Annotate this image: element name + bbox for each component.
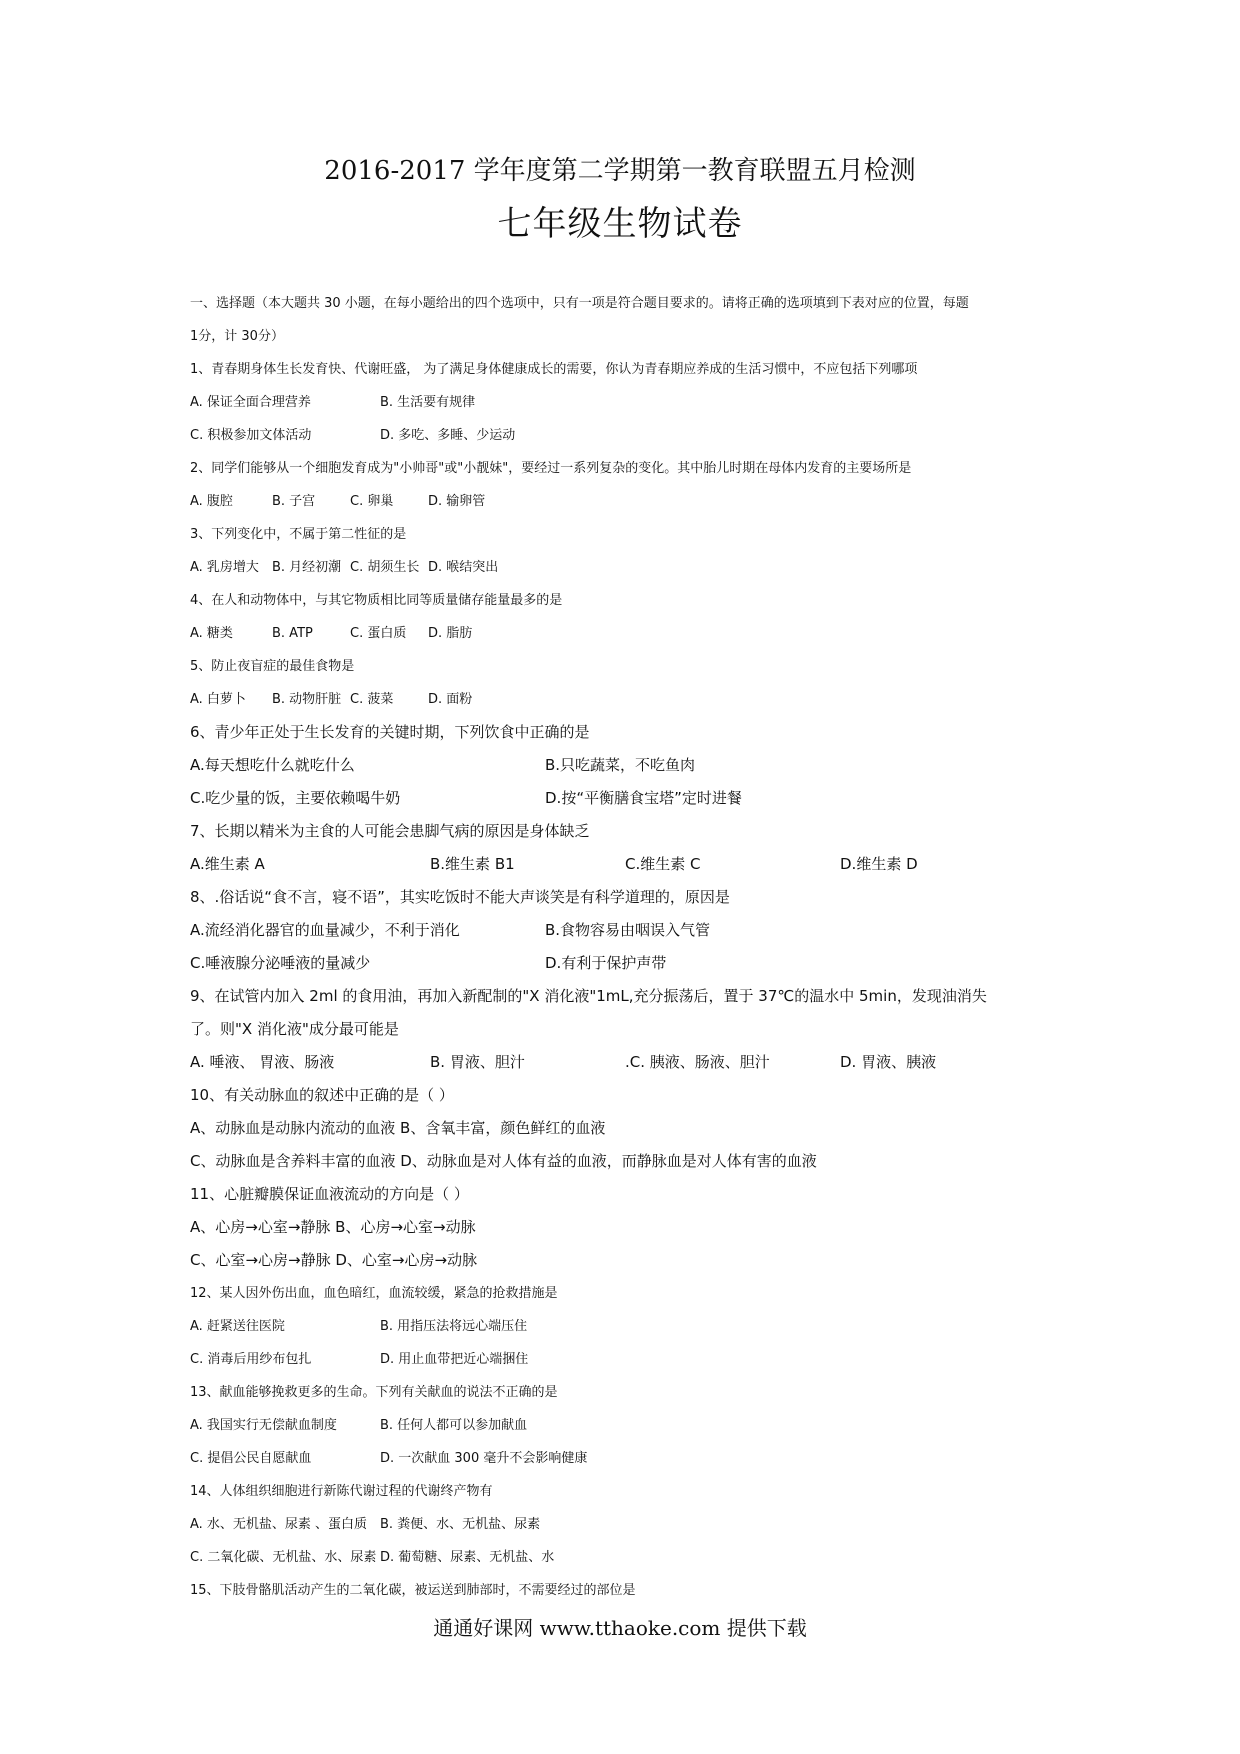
answer-option: A. 白萝卜: [190, 692, 246, 707]
answer-option: C. 积极参加文体活动: [190, 428, 312, 443]
answer-option: B. 用指压法将远心端压住: [380, 1319, 528, 1334]
question-text: 1、青春期身体生长发育快、代谢旺盛， 为了满足身体健康成长的需要，你认为青春期应养成的生活习惯中，不应包括下列哪项: [190, 362, 918, 377]
answer-option: C. 二氧化碳、无机盐、水、尿素: [190, 1550, 377, 1565]
answer-option: B. 动物肝脏: [272, 692, 342, 707]
answer-options: [190, 749, 1070, 782]
answer-option: B. 子宫: [272, 494, 316, 509]
answer-options: [190, 551, 1070, 584]
question-text: 15、下肢骨骼肌活动产生的二氧化碳，被运送到肺部时，不需要经过的部位是: [190, 1583, 636, 1598]
answer-option: B. 粪便、水、无机盐、尿素: [380, 1517, 541, 1532]
answer-option: D. 用止血带把近心端捆住: [380, 1352, 529, 1367]
answer-option: A. 糖类: [190, 626, 233, 641]
question-text: 了。则"X 消化液"成分最可能是: [190, 1020, 399, 1038]
answer-option: A. 保证全面合理营养: [190, 395, 311, 410]
question-text: C、心室→心房→静脉 D、心室→心房→动脉: [190, 1251, 478, 1269]
answer-option: D. 多吃、多睡、少运动: [380, 428, 516, 443]
answer-options: [190, 914, 1070, 947]
answer-options: [190, 419, 1070, 452]
answer-option: A. 我国实行无偿献血制度: [190, 1418, 337, 1433]
question-text: 9、在试管内加入 2ml 的食用油，再加入新配制的"X 消化液"1mL,充分振荡后，置于 37℃的温水中 5min，发现油消失: [190, 987, 987, 1005]
answer-option: D. 一次献血 300 毫升不会影响健康: [380, 1451, 588, 1466]
question-text: 5、防止夜盲症的最佳食物是: [190, 659, 355, 674]
answer-option: A.维生素 A: [190, 855, 265, 873]
answer-option: B.维生素 B1: [430, 855, 515, 873]
answer-option: C.唾液腺分泌唾液的量减少: [190, 954, 371, 972]
answer-option: A. 腹腔: [190, 494, 233, 509]
answer-option: B. 生活要有规律: [380, 395, 476, 410]
answer-options: [190, 1541, 1070, 1574]
question-text: C、动脉血是含养料丰富的血液 D、动脉血是对人体有益的血液，而静脉血是对人体有害的血液: [190, 1152, 817, 1170]
answer-option: C. 蛋白质: [350, 626, 407, 641]
question-text: 3、下列变化中，不属于第二性征的是: [190, 527, 407, 542]
question-list: [190, 287, 1070, 1607]
footer-credit: 通通好课网 www.tthaoke.com 提供下载: [433, 1616, 807, 1640]
answer-options: [190, 485, 1070, 518]
answer-option: .C. 胰液、肠液、胆汁: [625, 1053, 770, 1071]
answer-option: A. 唾液、 胃液、肠液: [190, 1053, 335, 1071]
answer-option: C.吃少量的饭，主要依赖喝牛奶: [190, 789, 401, 807]
answer-options: [190, 1343, 1070, 1376]
answer-option: B. ATP: [272, 626, 313, 641]
question-text: 4、在人和动物体中，与其它物质相比同等质量储存能量最多的是: [190, 593, 563, 608]
answer-options: [190, 683, 1070, 716]
answer-option: D.维生素 D: [840, 855, 918, 873]
exam-subject-title: 七年级生物试卷: [497, 204, 743, 244]
question-text: 1分，计 30分）: [190, 329, 284, 344]
answer-option: B. 月经初潮: [272, 560, 342, 575]
answer-option: D. 输卵管: [428, 494, 486, 509]
question-text: 12、某人因外伤出血，血色暗红，血流较缓，紧急的抢救措施是: [190, 1286, 558, 1301]
answer-option: C. 提倡公民自愿献血: [190, 1451, 312, 1466]
answer-option: D. 喉结突出: [428, 560, 499, 575]
answer-option: A. 赶紧送往医院: [190, 1319, 285, 1334]
answer-options: [190, 617, 1070, 650]
answer-option: D. 葡萄糖、尿素、无机盐、水: [380, 1550, 555, 1565]
question-text: 2、同学们能够从一个细胞发育成为"小帅哥"或"小靓妹"，要经过一系列复杂的变化。其中胎儿时期在母体内发育的主要场所是: [190, 461, 912, 476]
answer-option: C. 消毒后用纱布包扎: [190, 1352, 312, 1367]
question-text: 一、选择题（本大题共 30 小题，在每小题给出的四个选项中，只有一项是符合题目要求的。请将正确的选项填到下表对应的位置，每题: [190, 296, 969, 311]
answer-option: A.每天想吃什么就吃什么: [190, 756, 355, 774]
answer-option: A. 乳房增大: [190, 560, 259, 575]
answer-option: A. 水、无机盐、尿素 、蛋白质: [190, 1517, 368, 1532]
question-text: A、动脉血是动脉内流动的血液 B、含氧丰富，颜色鲜红的血液: [190, 1119, 606, 1137]
answer-option: D. 脂肪: [428, 626, 473, 641]
answer-option: B. 任何人都可以参加献血: [380, 1418, 528, 1433]
question-text: 11、心脏瓣膜保证血液流动的方向是（ ）: [190, 1185, 469, 1203]
answer-option: D. 胃液、胰液: [840, 1053, 937, 1071]
answer-options: [190, 782, 1070, 815]
answer-options: [190, 386, 1070, 419]
answer-option: C. 胡须生长: [350, 560, 420, 575]
answer-option: D.有利于保护声带: [545, 954, 667, 972]
exam-header-title: 2016-2017 学年度第二学期第一教育联盟五月检测: [324, 156, 916, 186]
question-text: 14、人体组织细胞进行新陈代谢过程的代谢终产物有: [190, 1484, 493, 1499]
answer-option: D.按“平衡膳食宝塔”定时进餐: [545, 789, 742, 807]
question-text: 10、有关动脉血的叙述中正确的是（ ）: [190, 1086, 454, 1104]
question-text: 13、献血能够挽救更多的生命。下列有关献血的说法不正确的是: [190, 1385, 558, 1400]
answer-option: C. 菠菜: [350, 692, 394, 707]
question-text: 6、青少年正处于生长发育的关键时期，下列饮食中正确的是: [190, 723, 590, 741]
question-text: 8、.俗话说“食不言，寝不语”，其实吃饭时不能大声谈笑是有科学道理的，原因是: [190, 888, 730, 906]
question-text: 7、长期以精米为主食的人可能会患脚气病的原因是身体缺乏: [190, 822, 590, 840]
answer-options: [190, 1046, 1070, 1079]
answer-option: A.流经消化器官的血量减少，不利于消化: [190, 921, 460, 939]
answer-options: [190, 848, 1070, 881]
answer-options: [190, 1409, 1070, 1442]
question-text: A、心房→心室→静脉 B、心房→心室→动脉: [190, 1218, 476, 1236]
answer-options: [190, 1310, 1070, 1343]
answer-option: C. 卵巢: [350, 494, 394, 509]
answer-options: [190, 947, 1070, 980]
answer-option: B.食物容易由咽误入气管: [545, 921, 711, 939]
answer-options: [190, 1442, 1070, 1475]
answer-options: [190, 1508, 1070, 1541]
answer-option: B. 胃液、胆汁: [430, 1053, 525, 1071]
answer-option: C.维生素 C: [625, 855, 701, 873]
answer-option: D. 面粉: [428, 692, 473, 707]
answer-option: B.只吃蔬菜，不吃鱼肉: [545, 756, 696, 774]
